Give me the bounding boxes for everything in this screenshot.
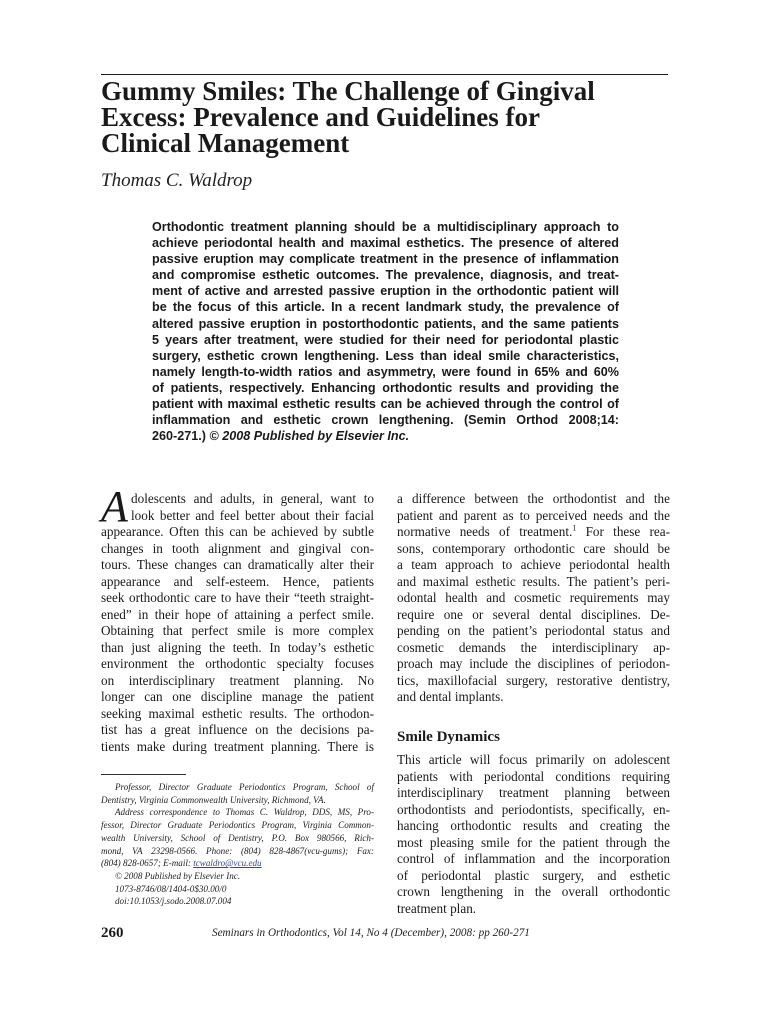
abstract-line: surgery, esthetic crown lengthening. Less than ideal smile characteristics, bbox=[152, 348, 619, 363]
drop-cap: A bbox=[101, 482, 128, 531]
abstract-last-line bbox=[152, 428, 619, 444]
body-line: proach may include the disciplines of periodon- bbox=[397, 656, 670, 671]
body-line: longer can one discipline manage the patient bbox=[101, 689, 374, 704]
body-line: This article will focus primarily on adolescent bbox=[397, 752, 670, 767]
running-footer: Seminars in Orthodontics, Vol 14, No 4 (December), 2008: pp 260-271 bbox=[212, 927, 530, 939]
body-line: require one or several dental disciplines. De- bbox=[397, 606, 670, 622]
body-line: on interdisciplinary treatment planning. No bbox=[101, 672, 374, 688]
footnote-rule bbox=[101, 774, 186, 775]
body-line: a difference between the orthodontist and the bbox=[397, 491, 670, 506]
abstract-line: and compromise esthetic outcomes. The prevalence, diagnosis, and treat- bbox=[152, 268, 619, 283]
body-line: tours. These changes can dramatically alter their bbox=[101, 557, 374, 572]
abstract bbox=[152, 219, 619, 444]
body-text: For these rea- bbox=[576, 524, 670, 539]
section-body bbox=[397, 752, 670, 917]
abstract-line: inflammation and esthetic crown lengthening. (Semin Orthod 2008;14: bbox=[152, 413, 619, 428]
footnote bbox=[101, 781, 374, 908]
body-line: patients with periodontal conditions requiring bbox=[397, 768, 670, 784]
body-line bbox=[397, 524, 670, 541]
body-line: and dental implants. bbox=[397, 689, 504, 704]
abstract-line: 5 years after treatment, were studied for their need for periodontal plastic bbox=[152, 332, 619, 347]
body-line: control of inflammation and the incorporation bbox=[397, 851, 670, 866]
abstract-line: of patients, respectively. Enhancing orthodontic results and providing the bbox=[152, 380, 619, 395]
body-line: seeking maximal esthetic results. The orthodon- bbox=[101, 705, 374, 721]
body-line: of periodontal plastic surgery, and esthetic bbox=[397, 867, 670, 883]
body-line: than just aligning the teeth. In today’s esthetic bbox=[101, 639, 374, 655]
body-line: appearance and self-esteem. Hence, patients bbox=[101, 573, 374, 589]
body-line: hancing orthodontic results and creating the bbox=[397, 818, 670, 833]
abstract-line: patient with maximal esthetic results can be achieved through the control of bbox=[152, 397, 619, 412]
body-line: environment the orthodontic specialty focuses bbox=[101, 656, 374, 671]
reference-superscript[interactable]: 1 bbox=[572, 523, 577, 533]
body-line: pending on the patient’s periodontal status and bbox=[397, 623, 670, 638]
abstract-line: passive eruption may complicate treatment in the presence of inflammation bbox=[152, 252, 619, 267]
footnote-line: wealth University, School of Dentistry, P.O. Box 980566, Rich- bbox=[101, 832, 374, 843]
abstract-line: be the focus of this article. In a recent landmark study, the prevalence of bbox=[152, 300, 619, 315]
page-number: 260 bbox=[101, 925, 124, 941]
abstract-line: ment of active and arrested passive eruption in the orthodontic patient will bbox=[152, 284, 619, 299]
abstract-line: achieve periodontal health and maximal esthetics. The presence of altered bbox=[152, 236, 619, 251]
abstract-citation: 260-271.) bbox=[152, 429, 210, 444]
body-line: crown lengthening in the overall orthodontic bbox=[397, 884, 670, 899]
footnote-copyright: © 2008 Published by Elsevier Inc. bbox=[115, 870, 241, 881]
body-line: and maximal esthetic results. The patient’s peri- bbox=[397, 573, 670, 589]
body-line: tients make during treatment planning. There is bbox=[101, 738, 374, 754]
body-text: normative needs of treatment. bbox=[397, 524, 573, 539]
body-line: dolescents and adults, in general, want to bbox=[131, 491, 374, 506]
body-line: sons, contemporary orthodontic care should be bbox=[397, 540, 670, 556]
abstract-copyright: © 2008 Published by Elsevier Inc. bbox=[209, 429, 410, 444]
body-line: seek orthodontic care to have their “teeth straight- bbox=[101, 590, 374, 605]
email-link[interactable]: tcwaldro@vcu.edu bbox=[193, 858, 262, 869]
footnote-issn: 1073-8746/08/1404-0$30.00/0 bbox=[115, 883, 227, 894]
author-name: Thomas C. Waldrop bbox=[101, 170, 253, 191]
section-heading: Smile Dynamics bbox=[397, 729, 500, 745]
abstract-line: altered passive eruption in postorthodontic patients, and the same patients bbox=[152, 316, 619, 331]
top-rule bbox=[101, 74, 668, 75]
article-title bbox=[101, 78, 701, 156]
body-line: look better and feel better about their facial bbox=[131, 507, 374, 523]
body-line: ened” in their hope of attaining a perfect smile. bbox=[101, 606, 374, 622]
footnote-line: Professor, Director Graduate Periodontics Program, School of bbox=[115, 782, 374, 792]
body-line: tist has a great influence on the decisions pa- bbox=[101, 722, 374, 737]
body-line: most pleasing smile for the patient through the bbox=[397, 834, 670, 850]
body-line: patient and parent as to perceived needs and the bbox=[397, 507, 670, 523]
title-line: Gummy Smiles: The Challenge of Gingival bbox=[101, 76, 595, 106]
body-line: orthodontists and periodontists, specifically, en- bbox=[397, 801, 670, 817]
abstract-line: Orthodontic treatment planning should be a multidisciplinary approach to bbox=[152, 220, 619, 234]
body-line: interdisciplinary treatment planning between bbox=[397, 785, 670, 800]
body-column-left bbox=[101, 491, 374, 755]
body-line: odontal health and cosmetic requirements may bbox=[397, 590, 670, 605]
body-line: a team approach to achieve periodontal health bbox=[397, 557, 670, 572]
body-line: Obtaining that perfect smile is more complex bbox=[101, 623, 374, 638]
footnote-line: Address correspondence to Thomas C. Waldrop, DDS, MS, Pro- bbox=[115, 807, 374, 818]
footnote-line bbox=[101, 857, 374, 870]
footnote-fax: (804) 828-0657; E-mail: bbox=[101, 858, 194, 869]
abstract-line: namely length-to-width ratios and asymmetry, were found in 65% and 60% bbox=[152, 364, 619, 379]
body-line: changes in tooth alignment and gingival con- bbox=[101, 540, 374, 556]
footnote-doi[interactable]: doi:10.1053/j.sodo.2008.07.004 bbox=[115, 896, 232, 907]
footnote-line: mond, VA 23298-0566. Phone: (804) 828-4867(vcu-gums); Fax: bbox=[101, 845, 374, 856]
title-line: Excess: Prevalence and Guidelines for bbox=[101, 102, 540, 132]
body-column-right bbox=[397, 491, 670, 706]
body-line: tics, maxillofacial surgery, restorative dentistry, bbox=[397, 672, 670, 688]
footnote-line: Dentistry, Virginia Commonwealth University, Richmond, VA. bbox=[101, 794, 326, 805]
title-line: Clinical Management bbox=[101, 128, 350, 158]
footnote-line: fessor, Director Graduate Periodontics Program, Virginia Common- bbox=[101, 820, 374, 831]
body-line: cosmetic demands the interdisciplinary ap- bbox=[397, 639, 670, 655]
body-line: appearance. Often this can be achieved by subtle bbox=[101, 524, 374, 539]
body-line: treatment plan. bbox=[397, 900, 477, 916]
